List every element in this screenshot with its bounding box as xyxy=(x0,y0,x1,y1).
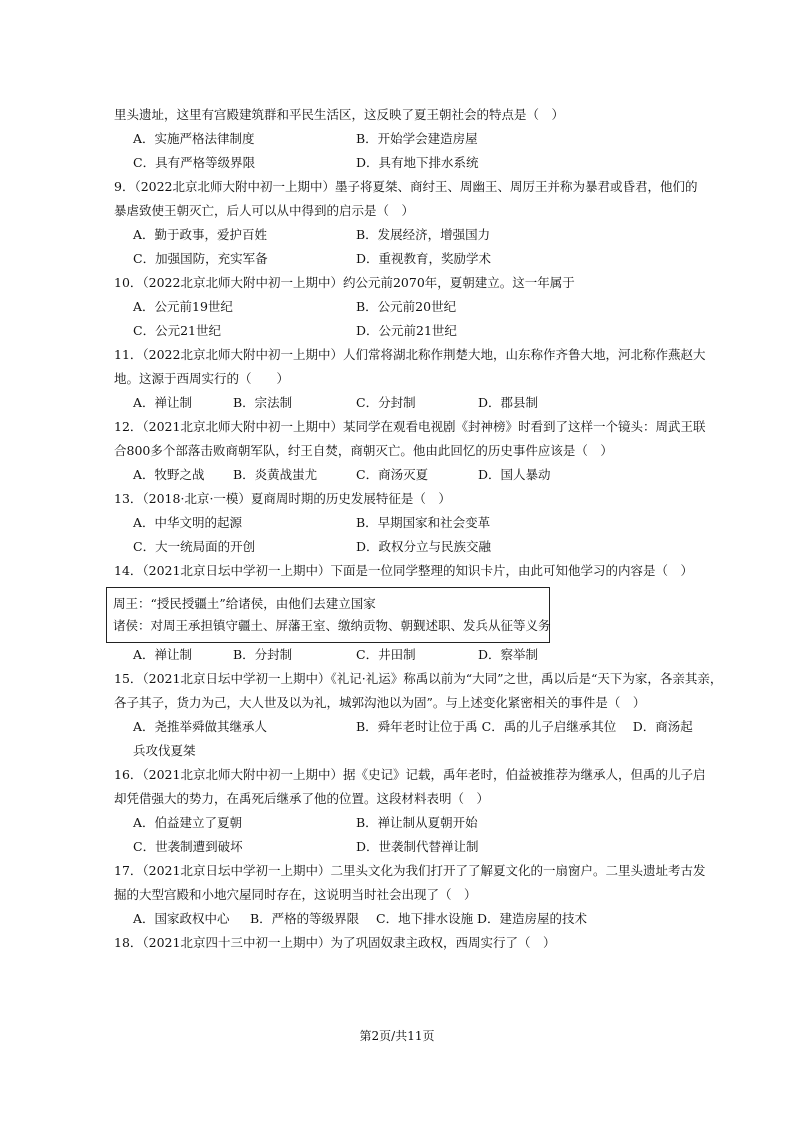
q9-option-c: C．加强国防，充实军备 xyxy=(133,251,268,266)
q9-option-a: A．勤于政事，爱护百姓 xyxy=(133,227,268,242)
q11-option-b: B．宗法制 xyxy=(233,395,293,410)
q11-option-c: C．分封制 xyxy=(356,395,416,410)
q8-option-b: B．开始学会建造房屋 xyxy=(356,131,478,146)
q16-option-b: B．禅让制从夏朝开始 xyxy=(356,815,478,830)
question-9-stem-line2: 暴虐致使王朝灭亡，后人可以从中得到的启示是（ ） xyxy=(114,203,415,218)
q12-option-d: D．国人暴动 xyxy=(478,467,551,482)
q10-option-d: D．公元前21世纪 xyxy=(356,323,457,338)
q17-option-b: B．严格的等级界限 xyxy=(250,911,360,926)
q17-option-d: D．建造房屋的技术 xyxy=(477,911,588,926)
knowledge-card xyxy=(106,587,550,643)
q16-option-d: D．世袭制代替禅让制 xyxy=(356,839,479,854)
q9-option-b: B．发展经济，增强国力 xyxy=(356,227,491,242)
q10-option-c: C．公元21世纪 xyxy=(133,323,221,338)
q10-option-b: B．公元前20世纪 xyxy=(356,299,457,314)
question-12-stem-line2: 合800多个部落击败商朝军队，纣王自焚，商朝灭亡。他由此回忆的历史事件应该是（ ） xyxy=(114,443,613,458)
question-14-stem: 14．（2021北京日坛中学初一上期中）下面是一位同学整理的知识卡片，由此可知他学习的内容是（ ） xyxy=(114,563,693,578)
question-15-stem-line1: 15．（2021北京日坛中学初一上期中）《礼记·礼运》称禹以前为“大同”之世，禹以后是“天下为家，各亲其亲， xyxy=(114,671,723,686)
q15-option-a: A．尧推举舜做其继承人 xyxy=(133,719,268,734)
q16-option-c: C．世袭制遭到破坏 xyxy=(133,839,243,854)
q13-option-d: D．政权分立与民族交融 xyxy=(356,539,492,554)
question-10-stem: 10．（2022北京北师大附中初一上期中）约公元前2070年，夏朝建立。这一年属于 xyxy=(114,275,575,290)
question-8-stem-tail: 里头遗址，这里有宫殿建筑群和平民生活区，这反映了夏王朝社会的特点是（ ） xyxy=(114,107,565,122)
q14-option-b: B．分封制 xyxy=(233,647,293,662)
q13-option-c: C．大一统局面的开创 xyxy=(133,539,256,554)
knowledge-card-line2: 诸侯：对周王承担镇守疆土、屏藩王室、缴纳贡物、朝觐述职、发兵从征等义务 xyxy=(113,618,551,633)
q9-option-d: D．重视教育，奖励学术 xyxy=(356,251,492,266)
question-9-stem-line1: 9．（2022北京北师大附中初一上期中）墨子将夏桀、商纣王、周幽王、周厉王并称为暴君或昏君，他们的 xyxy=(114,179,698,194)
question-11-stem-line1: 11．（2022北京北师大附中初一上期中）人们常将湖北称作荆楚大地，山东称作齐鲁大地，河北称作燕赵大 xyxy=(114,347,706,362)
question-13-stem: 13．（2018·北京·一模）夏商周时期的历史发展特征是（ ） xyxy=(114,491,451,506)
q14-option-a: A．禅让制 xyxy=(133,647,193,662)
q17-option-a: A．国家政权中心 xyxy=(133,911,230,926)
q12-option-a: A．牧野之战 xyxy=(133,467,205,482)
question-15-stem-line2: 各子其子，货力为己，大人世及以为礼，城郭沟池以为固”。与上述变化紧密相关的事件是（ ） xyxy=(114,695,646,710)
knowledge-card-line1: 周王：“授民授疆土”给诸侯，由他们去建立国家 xyxy=(113,596,376,611)
q11-option-a: A．禅让制 xyxy=(133,395,193,410)
q13-option-a: A．中华文明的起源 xyxy=(133,515,243,530)
q17-option-c: C．地下排水设施 xyxy=(376,911,474,926)
question-17-stem-line2: 掘的大型宫殿和小地穴屋同时存在，这说明当时社会出现了（ ） xyxy=(114,887,477,902)
question-18-stem: 18．（2021北京四十三中初一上期中）为了巩固奴隶主政权，西周实行了（ ） xyxy=(114,935,556,950)
question-16-stem-line2: 却凭借强大的势力，在禹死后继承了他的位置。这段材料表明（ ） xyxy=(114,791,490,806)
q15-option-d-continued: 兵攻伐夏桀 xyxy=(133,743,196,758)
q8-option-c: C．具有严格等级界限 xyxy=(133,155,256,170)
q11-option-d: D．郡县制 xyxy=(478,395,539,410)
q12-option-c: C．商汤灭夏 xyxy=(356,467,429,482)
q15-options-bcd: B．舜年老时让位于禹 C．禹的儿子启继承其位 D．商汤起 xyxy=(356,719,693,734)
q8-option-d: D．具有地下排水系统 xyxy=(356,155,479,170)
question-11-stem-line2: 地。这源于西周实行的（ ） xyxy=(114,371,290,386)
q8-option-a: A．实施严格法律制度 xyxy=(133,131,255,146)
page-number-footer: 第2页/共11页 xyxy=(359,1029,435,1043)
question-17-stem-line1: 17．（2021北京日坛中学初一上期中）二里头文化为我们打开了了解夏文化的一扇窗户。二里头遗址考古发 xyxy=(114,863,706,878)
q14-option-c: C．井田制 xyxy=(356,647,416,662)
q16-option-a: A．伯益建立了夏朝 xyxy=(133,815,243,830)
q13-option-b: B．早期国家和社会变革 xyxy=(356,515,491,530)
q12-option-b: B．炎黄战蚩尤 xyxy=(233,467,318,482)
question-16-stem-line1: 16．（2021北京北师大附中初一上期中）据《史记》记载，禹年老时，伯益被推荐为继承人，但禹的儿子启 xyxy=(114,767,706,782)
question-12-stem-line1: 12．（2021北京北师大附中初一上期中）某同学在观看电视剧《封神榜》时看到了这样一个镜头：周武王联 xyxy=(114,419,706,434)
q10-option-a: A．公元前19世纪 xyxy=(133,299,233,314)
q14-option-d: D．察举制 xyxy=(478,647,539,662)
